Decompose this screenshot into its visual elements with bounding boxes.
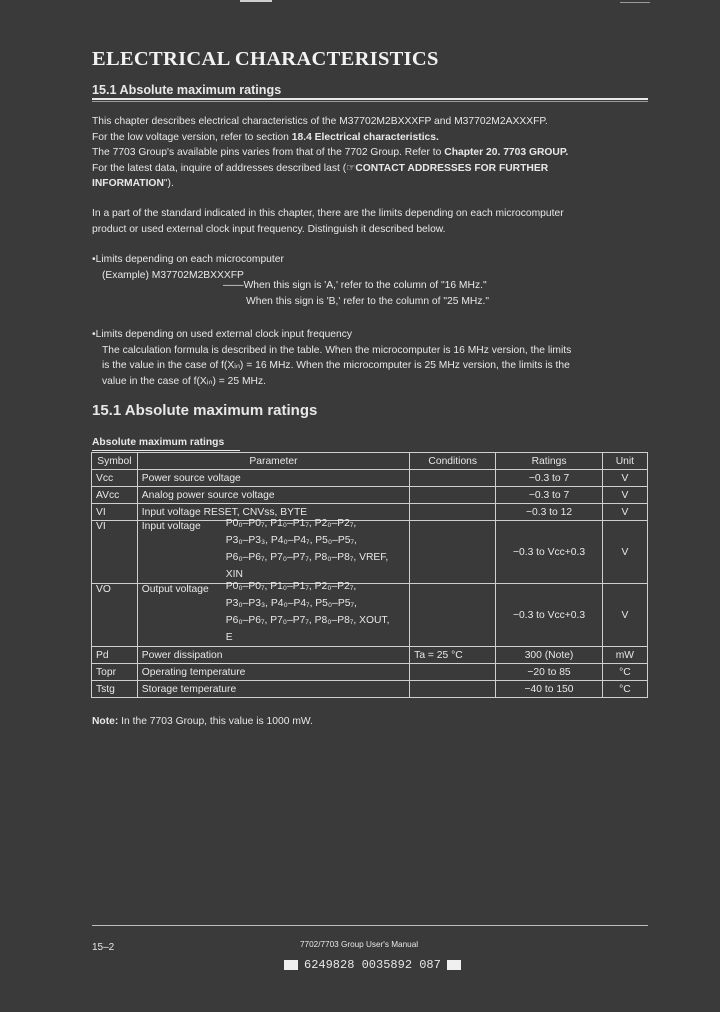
cell-ratings: −0.3 to 7 bbox=[496, 487, 602, 504]
barcode-text: 6249828 0035892 087 bbox=[304, 958, 441, 972]
pin-line: P0₀–P0₇, P1₀–P1₇, P2₀–P2₇, bbox=[225, 518, 357, 529]
limits-clock-line-2: is the value in the case of f(Xᵢₙ) = 16 MHz. When the microcomputer is 25 MHz version, the limits is the bbox=[102, 360, 570, 372]
limits-clock-line-3: value in the case of f(Xᵢₙ) = 25 MHz. bbox=[102, 375, 266, 387]
table-row bbox=[92, 487, 648, 504]
cell-unit: mW bbox=[602, 647, 647, 664]
cell-unit: V bbox=[602, 584, 647, 647]
cell-symbol: Pd bbox=[92, 647, 138, 664]
cell-symbol: VI bbox=[92, 504, 138, 521]
cell-conditions bbox=[410, 521, 496, 584]
pin-line: P3₀–P3₃, P4₀–P4₇, P5₀–P5₇, bbox=[225, 598, 357, 609]
cell-unit: V bbox=[602, 487, 647, 504]
section2-title: 15.1 Absolute maximum ratings bbox=[92, 402, 318, 419]
cell-ratings: −40 to 150 bbox=[496, 681, 602, 698]
limits-clock-line-1: The calculation formula is described in the table. When the microcomputer is 16 MHz version, the limits bbox=[102, 344, 572, 356]
barcode-block bbox=[447, 960, 461, 970]
page-number: 15–2 bbox=[92, 942, 115, 953]
intro-line-1: This chapter describes electrical characteristics of the M37702M2BXXXFP and M37702M2AXXXFP. bbox=[92, 116, 548, 127]
header-ratings: Ratings bbox=[496, 453, 602, 470]
cell-parameter: Operating temperature bbox=[137, 664, 409, 681]
cell-unit: V bbox=[602, 521, 647, 584]
cell-unit: °C bbox=[602, 681, 647, 698]
limits-micro-line-b: When this sign is 'B,' refer to the column of "25 MHz." bbox=[246, 296, 490, 307]
cell-conditions bbox=[410, 487, 496, 504]
cell-parameter: Analog power source voltage bbox=[137, 487, 409, 504]
table-caption-rule bbox=[92, 450, 240, 451]
cell-conditions bbox=[410, 584, 496, 647]
limits-intro bbox=[92, 206, 564, 237]
pin-line: P0₀–P0₇, P1₀–P1₇, P2₀–P2₇, bbox=[225, 581, 357, 592]
cell-parameter: Power source voltage bbox=[137, 470, 409, 487]
section-heading: 15.1 Absolute maximum ratings bbox=[92, 83, 282, 97]
limits-intro-line-2: product or used external clock input frequency. Distinguish it described below. bbox=[92, 223, 446, 235]
limits-clock-block bbox=[92, 327, 571, 389]
cell-ratings: −0.3 to Vcc+0.3 bbox=[496, 521, 602, 584]
cell-unit: V bbox=[602, 470, 647, 487]
scan-mark bbox=[240, 0, 272, 2]
cell-ratings: −20 to 85 bbox=[496, 664, 602, 681]
table-row bbox=[92, 681, 648, 698]
cell-parameter bbox=[137, 518, 409, 584]
cell-parameter: Power dissipation bbox=[137, 647, 409, 664]
footer-rule bbox=[92, 925, 648, 926]
cell-symbol: AVcc bbox=[92, 487, 138, 504]
scan-mark bbox=[620, 2, 650, 3]
cell-parameter bbox=[137, 581, 409, 647]
cell-symbol: Tstg bbox=[92, 681, 138, 698]
limits-micro-block bbox=[92, 252, 284, 283]
table-row bbox=[92, 521, 648, 584]
header-conditions: Conditions bbox=[410, 453, 496, 470]
chapter-title: ELECTRICAL CHARACTERISTICS bbox=[92, 48, 439, 70]
pin-line: P3₀–P3₃, P4₀–P4₇, P5₀–P5₇, bbox=[225, 535, 357, 546]
limits-clock-bullet: •Limits depending on used external clock input frequency bbox=[92, 329, 353, 340]
pin-line: P6₀–P6₇, P7₀–P7₇, P8₀–P8₇, VREF, bbox=[225, 552, 389, 563]
header-parameter: Parameter bbox=[137, 453, 409, 470]
cell-ratings: −0.3 to Vcc+0.3 bbox=[496, 584, 602, 647]
cell-conditions: Ta = 25 °C bbox=[410, 647, 496, 664]
limits-micro-bullet: •Limits depending on each microcomputer bbox=[92, 254, 284, 265]
limits-micro-line-a: ——When this sign is 'A,' refer to the column of "16 MHz." bbox=[223, 280, 487, 291]
cell-unit: V bbox=[602, 504, 647, 521]
cell-ratings: −0.3 to 7 bbox=[496, 470, 602, 487]
table-caption: Absolute maximum ratings bbox=[92, 437, 225, 448]
manual-title: 7702/7703 Group User's Manual bbox=[300, 940, 419, 949]
cell-conditions bbox=[410, 681, 496, 698]
cell-symbol: VI bbox=[92, 521, 138, 584]
intro-line-4: For the latest data, inquire of addresses described last (☞CONTACT ADDRESSES FOR FURTHER bbox=[92, 162, 549, 174]
barcode-row bbox=[278, 958, 467, 972]
cell-parameter: Storage temperature bbox=[137, 681, 409, 698]
ratings-table bbox=[91, 452, 648, 698]
pin-line: E bbox=[225, 632, 233, 643]
pin-line: XIN bbox=[225, 569, 243, 580]
table-row bbox=[92, 664, 648, 681]
intro-line-5: INFORMATION"). bbox=[92, 178, 174, 190]
cell-conditions bbox=[410, 664, 496, 681]
intro-line-2: For the low voltage version, refer to section 18.4 Electrical characteristics. bbox=[92, 131, 439, 143]
param-label: Input voltage bbox=[141, 521, 201, 532]
cell-symbol: Topr bbox=[92, 664, 138, 681]
cell-parameter: Input voltage RESET, CNVss, BYTE bbox=[137, 504, 409, 521]
cell-conditions bbox=[410, 504, 496, 521]
cell-symbol: Vcc bbox=[92, 470, 138, 487]
cell-ratings: −0.3 to 12 bbox=[496, 504, 602, 521]
param-label: Output voltage bbox=[141, 584, 209, 595]
table-header-row bbox=[92, 453, 648, 470]
table-row bbox=[92, 647, 648, 664]
section-rule-thin bbox=[92, 101, 648, 102]
header-unit: Unit bbox=[602, 453, 647, 470]
cell-conditions bbox=[410, 470, 496, 487]
section-rule bbox=[92, 98, 648, 100]
header-symbol: Symbol bbox=[92, 453, 138, 470]
table-note: Note: In the 7703 Group, this value is 1000 mW. bbox=[92, 716, 313, 727]
intro-paragraph bbox=[92, 114, 568, 192]
cell-symbol: VO bbox=[92, 584, 138, 647]
cell-unit: °C bbox=[602, 664, 647, 681]
barcode-block bbox=[284, 960, 298, 970]
limits-intro-line-1: In a part of the standard indicated in this chapter, there are the limits depending on each microcomputer bbox=[92, 208, 564, 219]
limits-micro-example: (Example) M37702M2BXXXFP bbox=[102, 269, 244, 281]
cell-ratings: 300 (Note) bbox=[496, 647, 602, 664]
table-row bbox=[92, 470, 648, 487]
intro-line-3: The 7703 Group's available pins varies from that of the 7702 Group. Refer to Chapter 20. 7703 GROUP. bbox=[92, 147, 569, 159]
table-row bbox=[92, 584, 648, 647]
pin-line: P6₀–P6₇, P7₀–P7₇, P8₀–P8₇, XOUT, bbox=[225, 615, 390, 626]
